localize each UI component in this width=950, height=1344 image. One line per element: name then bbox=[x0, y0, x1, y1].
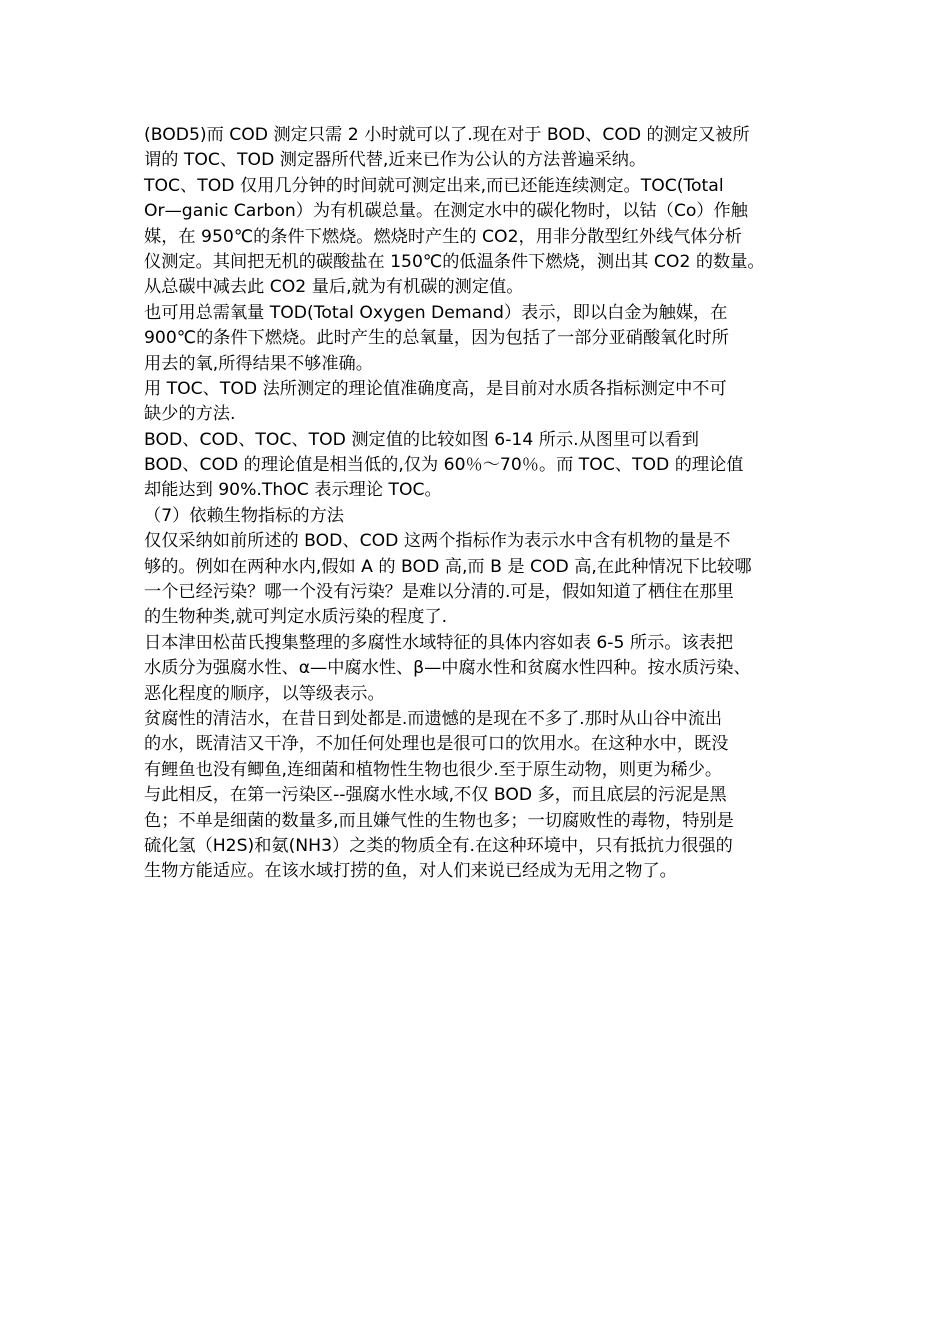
text-line: 与此相反，在第一污染区--强腐水性水域,不仅 BOD 多，而且底层的污泥是黑 bbox=[144, 785, 727, 806]
text-line: BOD、COD、TOC、TOD 测定值的比较如图 6-14 所示.从图里可以看到 bbox=[144, 429, 699, 450]
text-line: 的生物种类,就可判定水质污染的程度了. bbox=[144, 607, 448, 628]
text-line: 缺少的方法. bbox=[144, 404, 236, 425]
text-line: 一个已经污染？哪一个没有污染？是难以分清的.可是，假如知道了栖住在那里 bbox=[144, 582, 734, 603]
text-line: BOD、COD 的理论值是相当低的,仅为 60％～70％。而 TOC、TOD 的理论值 bbox=[144, 455, 744, 476]
body-text bbox=[144, 123, 824, 885]
text-line: 媒，在 950℃的条件下燃烧。燃烧时产生的 CO2，用非分散型红外线气体分析 bbox=[144, 226, 742, 247]
text-line: 色；不单是细菌的数量多,而且嫌气性的生物也多；一切腐败性的毒物，特别是 bbox=[144, 810, 734, 831]
text-line: 仅仅采纳如前所述的 BOD、COD 这两个指标作为表示水中含有机物的量是不 bbox=[144, 531, 731, 552]
text-line: 900℃的条件下燃烧。此时产生的总氧量，因为包括了一部分亚硝酸氧化时所 bbox=[144, 328, 729, 349]
text-line: 用 TOC、TOD 法所测定的理论值准确度高，是目前对水质各指标测定中不可 bbox=[144, 378, 727, 399]
text-line: 日本津田松苗氏搜集整理的多腐性水域特征的具体内容如表 6-5 所示。该表把 bbox=[144, 632, 734, 653]
text-line: TOC、TOD 仅用几分钟的时间就可测定出来,而已还能连续测定。TOC(Total bbox=[144, 175, 724, 196]
text-line: 却能达到 90%.ThOC 表示理论 TOC。 bbox=[144, 480, 442, 501]
text-line: Or—ganic Carbon）为有机碳总量。在测定水中的碳化物时，以钴（Co）作触 bbox=[144, 201, 748, 222]
text-line: 有鲤鱼也没有鲫鱼,连细菌和植物性生物也很少.至于原生动物，则更为稀少。 bbox=[144, 759, 723, 780]
text-line: 仪测定。其间把无机的碳酸盐在 150℃的低温条件下燃烧，测出其 CO2 的数量。 bbox=[144, 251, 765, 272]
text-line: (BOD5)而 COD 测定只需 2 小时就可以了.现在对于 BOD、COD 的测定又被所 bbox=[144, 125, 750, 145]
text-line: 用去的氧,所得结果不够准确。 bbox=[144, 353, 373, 374]
text-line: 水质分为强腐水性、α—中腐水性、β—中腐水性和贫腐水性四种。按水质污染、 bbox=[144, 658, 751, 679]
text-line: 贫腐性的清洁水，在昔日到处都是.而遗憾的是现在不多了.那时从山谷中流出 bbox=[144, 708, 723, 729]
text-line: 生物方能适应。在该水域打捞的鱼，对人们来说已经成为无用之物了。 bbox=[144, 861, 677, 882]
text-line: 谓的 TOC、TOD 测定器所代替,近来已作为公认的方法普遍采纳。 bbox=[144, 150, 647, 171]
section-heading: （7）依赖生物指标的方法 bbox=[144, 505, 344, 526]
text-line: 也可用总需氧量 TOD(Total Oxygen Demand）表示，即以白金为触媒，在 bbox=[144, 302, 728, 323]
text-line: 够的。例如在两种水内,假如 A 的 BOD 高,而 B 是 COD 高,在此种情况下比较哪 bbox=[144, 556, 752, 577]
text-line: 恶化程度的顺序，以等级表示。 bbox=[144, 683, 385, 704]
text-line: 硫化氢（H2S)和氨(NH3）之类的物质全有.在这种环境中，只有抵抗力很强的 bbox=[144, 835, 733, 856]
text-line: 从总碳中减去此 CO2 量后,就为有机碳的测定值。 bbox=[144, 277, 524, 298]
text-line: 的水，既清洁又干净，不加任何处理也是很可口的饮用水。在这种水中，既没 bbox=[144, 734, 729, 755]
